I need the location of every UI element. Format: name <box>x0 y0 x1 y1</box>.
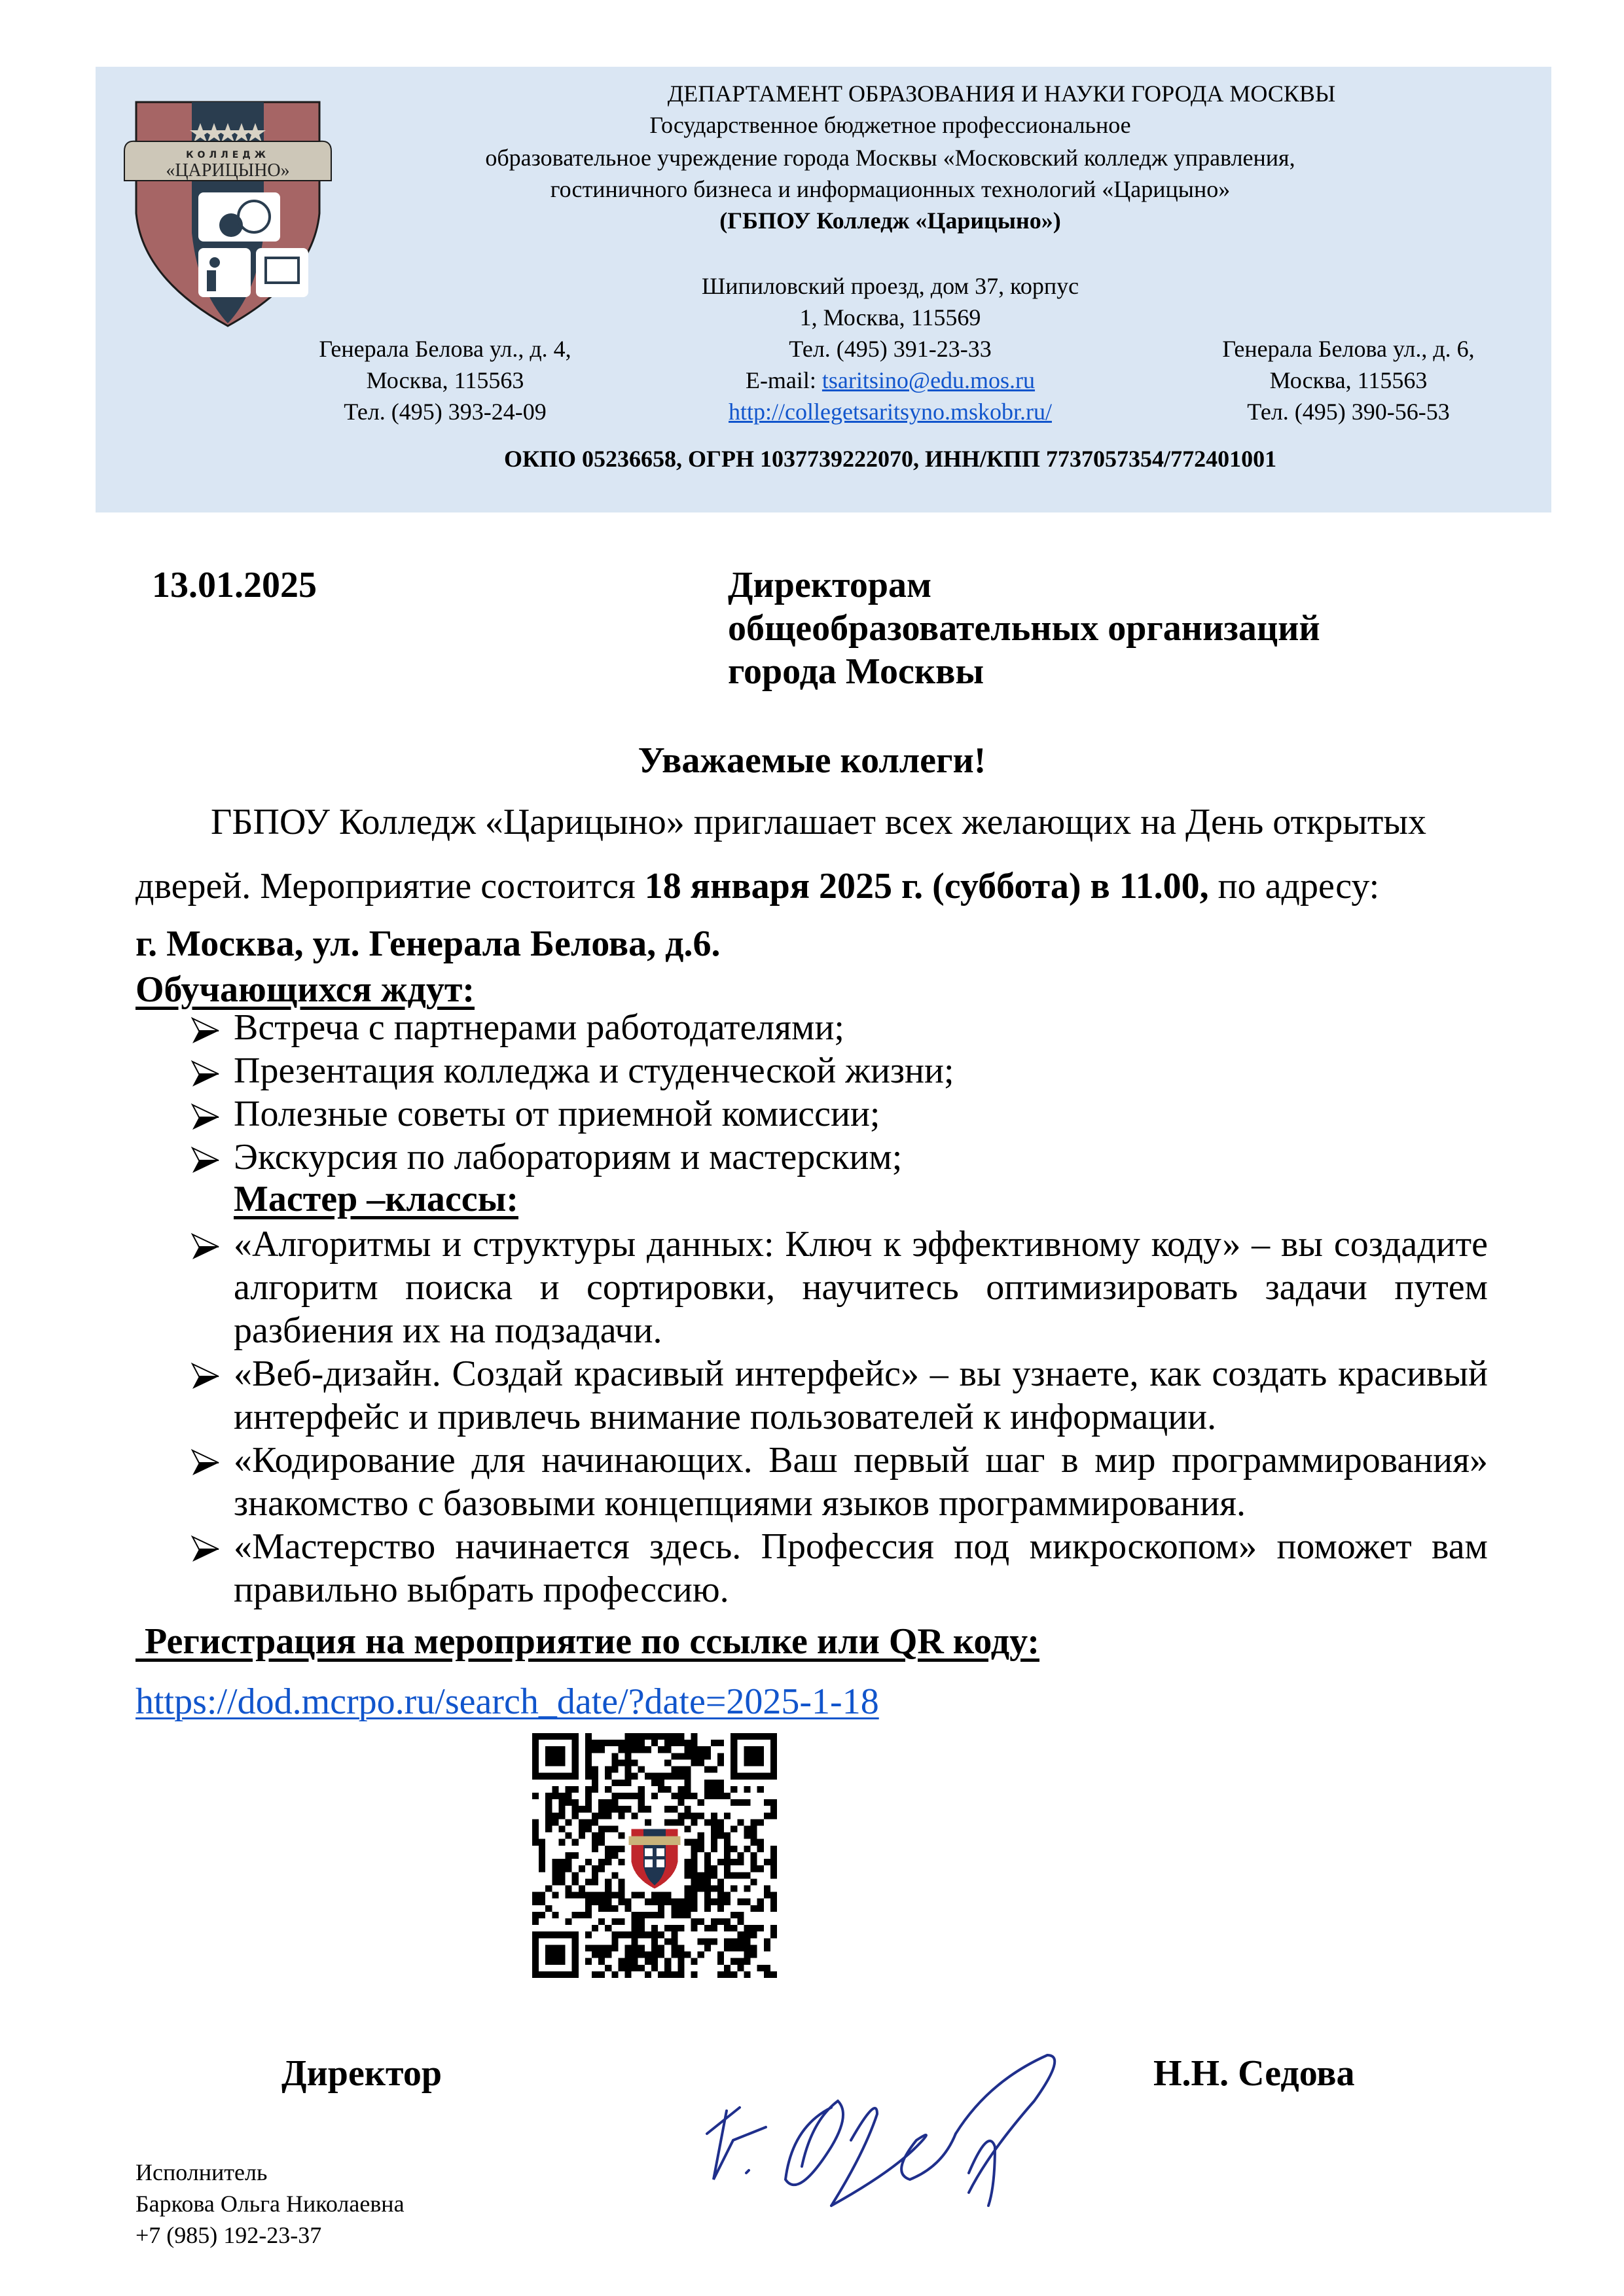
arrowhead-bullet-icon <box>190 1014 223 1047</box>
institution-line-2: образовательное учреждение города Москвы «Московский колледж управления, <box>485 145 1295 171</box>
website-line <box>628 395 1152 428</box>
right-phone: Тел. (495) 390-56-53 <box>1247 399 1450 425</box>
email-label: E-mail: <box>745 367 822 393</box>
left-phone: Тел. (495) 393-24-09 <box>344 399 547 425</box>
department-title: ДЕПАРТАМЕНТ ОБРАЗОВАНИЯ И НАУКИ ГОРОДА МОСКВЫ <box>667 81 1336 107</box>
masterclass-item: «Веб-дизайн. Создай красивый интерфейс» – вы узнаете, как создать красивый интерфейс и привлечь внимание пользователей к информации. <box>234 1354 1488 1437</box>
main-address-line-2: 1, Москва, 115569 <box>799 304 981 331</box>
masterclass-item: «Алгоритмы и структуры данных: Ключ к эффективному коду» – вы создадите алгоритм поиска и сортировки, научитесь оптимизировать задачи путем разбиения их на подзадачи. <box>234 1224 1488 1351</box>
left-address-line-2: Москва, 115563 <box>366 367 524 393</box>
intro-line-2 <box>135 865 1379 907</box>
signature-title: Директор <box>281 2053 442 2094</box>
arrowhead-bullet-icon <box>190 1058 223 1090</box>
registration-heading: Регистрация на мероприятие по ссылке или QR коду: <box>135 1621 1039 1662</box>
masterclass-item: «Мастерство начинается здесь. Профессия под микроскопом» поможет вам правильно выбрать профессию. <box>234 1526 1488 1610</box>
arrowhead-bullet-icon <box>190 1144 223 1177</box>
qr-code-icon[interactable] <box>532 1733 777 1978</box>
students-item: Встреча с партнерами работодателями; <box>234 1007 844 1048</box>
arrowhead-bullet-icon <box>190 1230 223 1263</box>
students-item: Полезные советы от приемной комиссии; <box>234 1094 880 1134</box>
email-link[interactable]: tsaritsino@edu.mos.ru <box>821 367 1036 393</box>
registration-link[interactable]: https://dod.mcrpo.ru/search_date/?date=2025-1-18 <box>135 1681 879 1722</box>
svg-text:«ЦАРИЦЫНО»: «ЦАРИЦЫНО» <box>166 160 290 181</box>
svg-text:КОЛЛЕДЖ: КОЛЛЕДЖ <box>186 150 270 160</box>
signatory-name: Н.Н. Седова <box>1153 2053 1355 2094</box>
masterclass-item: «Кодирование для начинающих. Ваш первый шаг в мир программирования» знакомство с базовыми концепциями языков программирования. <box>234 1440 1488 1524</box>
registry-numbers: ОКПО 05236658, ОГРН 1037739222070, ИНН/КПП 7737057354/772401001 <box>503 446 1277 472</box>
website-link[interactable]: http://collegetsaritsyno.mskobr.ru/ <box>729 399 1052 425</box>
arrowhead-bullet-icon <box>190 1360 223 1393</box>
letter-date: 13.01.2025 <box>152 565 317 605</box>
students-item: Экскурсия по лабораториям и мастерским; <box>234 1137 903 1177</box>
greeting: Уважаемые коллеги! <box>638 740 986 781</box>
masterclass-heading: Мастер –классы: <box>234 1179 518 1219</box>
signature-icon <box>681 2042 1100 2212</box>
intro-text-tail: по адресу: <box>1208 866 1380 906</box>
executor-phone: +7 (985) 192-23-37 <box>135 2222 322 2248</box>
institution-line-1: Государственное бюджетное профессиональное <box>649 112 1131 138</box>
intro-text: дверей. Мероприятие состоится <box>135 866 645 906</box>
intro-line-1: ГБПОУ Колледж «Царицыно» приглашает всех желающих на День открытых <box>211 802 1426 842</box>
institution-short-name: (ГБПОУ Колледж «Царицыно») <box>719 207 1061 234</box>
students-heading: Обучающихся ждут: <box>135 969 475 1010</box>
arrowhead-bullet-icon <box>190 1533 223 1566</box>
executor-name: Баркова Ольга Николаевна <box>135 2191 405 2217</box>
executor-label: Исполнитель <box>135 2159 268 2185</box>
email-line <box>628 364 1152 397</box>
recipient-line-3: города Москвы <box>728 651 984 692</box>
event-address: г. Москва, ул. Генерала Белова, д.6. <box>135 924 721 964</box>
arrowhead-bullet-icon <box>190 1446 223 1479</box>
recipient-line-2: общеобразовательных организаций <box>728 608 1320 649</box>
left-address-line-1: Генерала Белова ул., д. 4, <box>319 336 571 362</box>
main-phone: Тел. (495) 391-23-33 <box>789 336 992 362</box>
institution-line-3: гостиничного бизнеса и информационных технологий «Царицыно» <box>550 176 1231 202</box>
right-address-line-1: Генерала Белова ул., д. 6, <box>1222 336 1475 362</box>
recipient-line-1: Директорам <box>728 565 932 605</box>
event-datetime: 18 января 2025 г. (суббота) в 11.00, <box>644 866 1209 906</box>
arrowhead-bullet-icon <box>190 1101 223 1134</box>
students-item: Презентация колледжа и студенческой жизни; <box>234 1050 954 1091</box>
main-address-line-1: Шипиловский проезд, дом 37, корпус <box>701 273 1079 299</box>
right-address-line-2: Москва, 115563 <box>1269 367 1428 393</box>
